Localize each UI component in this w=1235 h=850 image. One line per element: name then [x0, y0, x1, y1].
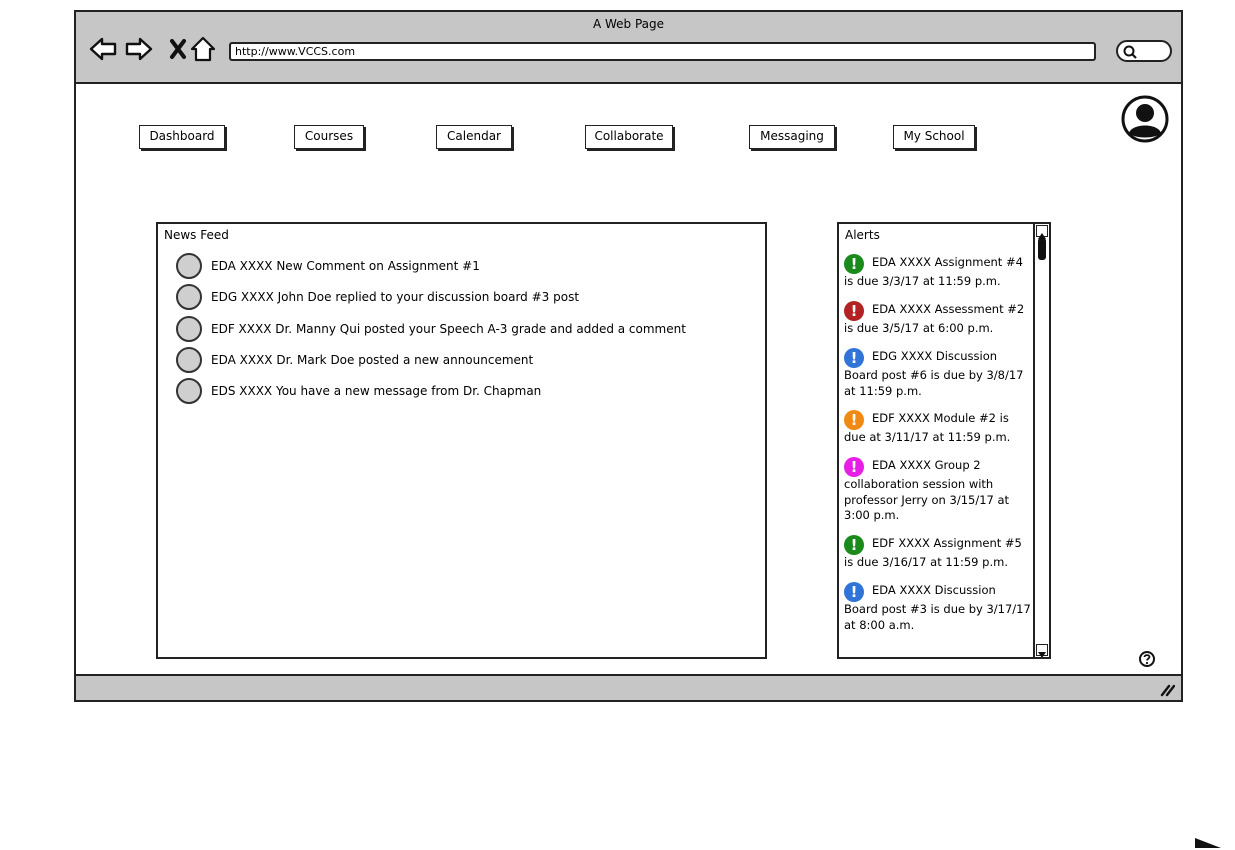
alert-text: EDF XXXX Assignment #5 is due 3/16/17 at 11:59 p.m. — [844, 536, 1022, 569]
alert-text: EDF XXXX Module #2 is due at 3/11/17 at 11:59 p.m. — [844, 411, 1011, 444]
exclamation-icon: ! — [844, 582, 864, 602]
news-feed-title: News Feed — [164, 228, 229, 242]
alerts-panel — [837, 222, 1051, 659]
news-item[interactable] — [176, 283, 579, 311]
news-item-text: EDS XXXX You have a new message from Dr. Chapman — [211, 384, 542, 398]
news-item[interactable] — [176, 252, 480, 280]
user-avatar-icon[interactable] — [1120, 94, 1170, 144]
news-item[interactable] — [176, 346, 533, 374]
alert-item[interactable] — [844, 410, 1032, 446]
news-item-radio[interactable] — [176, 378, 202, 404]
exclamation-icon: ! — [844, 348, 864, 368]
news-item-radio[interactable] — [176, 347, 202, 373]
alert-item[interactable] — [844, 254, 1032, 290]
scroll-thumb[interactable] — [1038, 238, 1046, 260]
alert-item[interactable] — [844, 457, 1032, 524]
nav-button-my-school[interactable]: My School — [893, 125, 975, 149]
exclamation-icon: ! — [844, 535, 864, 555]
alert-item[interactable] — [844, 582, 1032, 633]
exclamation-icon: ! — [844, 254, 864, 274]
alert-text: EDA XXXX Assessment #2 is due 3/5/17 at 6:00 p.m. — [844, 302, 1025, 335]
search-field[interactable] — [1116, 40, 1172, 62]
window-title: A Web Page — [592, 17, 665, 31]
triangle-down-icon — [1037, 650, 1047, 659]
alerts-scrollbar[interactable] — [1033, 224, 1049, 657]
news-item[interactable] — [176, 315, 686, 343]
alert-text: EDA XXXX Group 2 collaboration session with professor Jerry on 3/15/17 at 3:00 p.m. — [844, 458, 1010, 522]
search-icon — [1122, 44, 1138, 60]
scroll-down-button[interactable] — [1036, 644, 1048, 656]
exclamation-icon: ! — [844, 301, 864, 321]
nav-button-courses[interactable]: Courses — [294, 125, 364, 149]
page-content — [76, 84, 1181, 676]
news-item-text: EDA XXXX New Comment on Assignment #1 — [211, 259, 480, 273]
back-arrow-icon[interactable] — [88, 34, 118, 64]
alerts-title: Alerts — [845, 228, 880, 242]
scroll-up-button[interactable] — [1036, 225, 1048, 237]
news-item-text: EDG XXXX John Doe replied to your discussion board #3 post — [211, 290, 580, 304]
news-feed-panel — [156, 222, 767, 659]
nav-button-dashboard[interactable]: Dashboard — [139, 125, 225, 149]
alert-text: EDA XXXX Assignment #4 is due 3/3/17 at 11:59 p.m. — [844, 255, 1023, 288]
news-item-radio[interactable] — [176, 253, 202, 279]
alert-text: EDG XXXX Discussion Board post #6 is due by 3/8/17 at 11:59 p.m. — [844, 349, 1024, 398]
exclamation-icon: ! — [844, 457, 864, 477]
nav-button-collaborate[interactable]: Collaborate — [585, 125, 673, 149]
title-bar — [76, 12, 1181, 84]
alert-item[interactable] — [844, 348, 1032, 399]
address-bar[interactable]: http://www.VCCS.com — [229, 42, 1096, 61]
help-icon[interactable] — [1138, 650, 1156, 668]
nav-button-messaging[interactable]: Messaging — [749, 125, 835, 149]
exclamation-icon: ! — [844, 410, 864, 430]
browser-window — [74, 10, 1183, 702]
news-item-text: EDF XXXX Dr. Manny Qui posted your Speech A-3 grade and added a comment — [211, 322, 686, 336]
alert-item[interactable] — [844, 301, 1032, 337]
resize-grip-icon[interactable] — [1159, 681, 1175, 697]
news-item-radio[interactable] — [176, 316, 202, 342]
news-item-radio[interactable] — [176, 284, 202, 310]
news-item-text: EDA XXXX Dr. Mark Doe posted a new announcement — [211, 353, 534, 367]
news-item[interactable] — [176, 377, 541, 405]
alert-item[interactable] — [844, 535, 1032, 571]
forward-arrow-icon[interactable] — [124, 34, 154, 64]
nav-button-calendar[interactable]: Calendar — [436, 125, 512, 149]
home-icon[interactable] — [188, 34, 218, 64]
alert-text: EDA XXXX Discussion Board post #3 is due by 3/17/17 at 8:00 a.m. — [844, 583, 1031, 632]
status-bar — [76, 674, 1181, 700]
